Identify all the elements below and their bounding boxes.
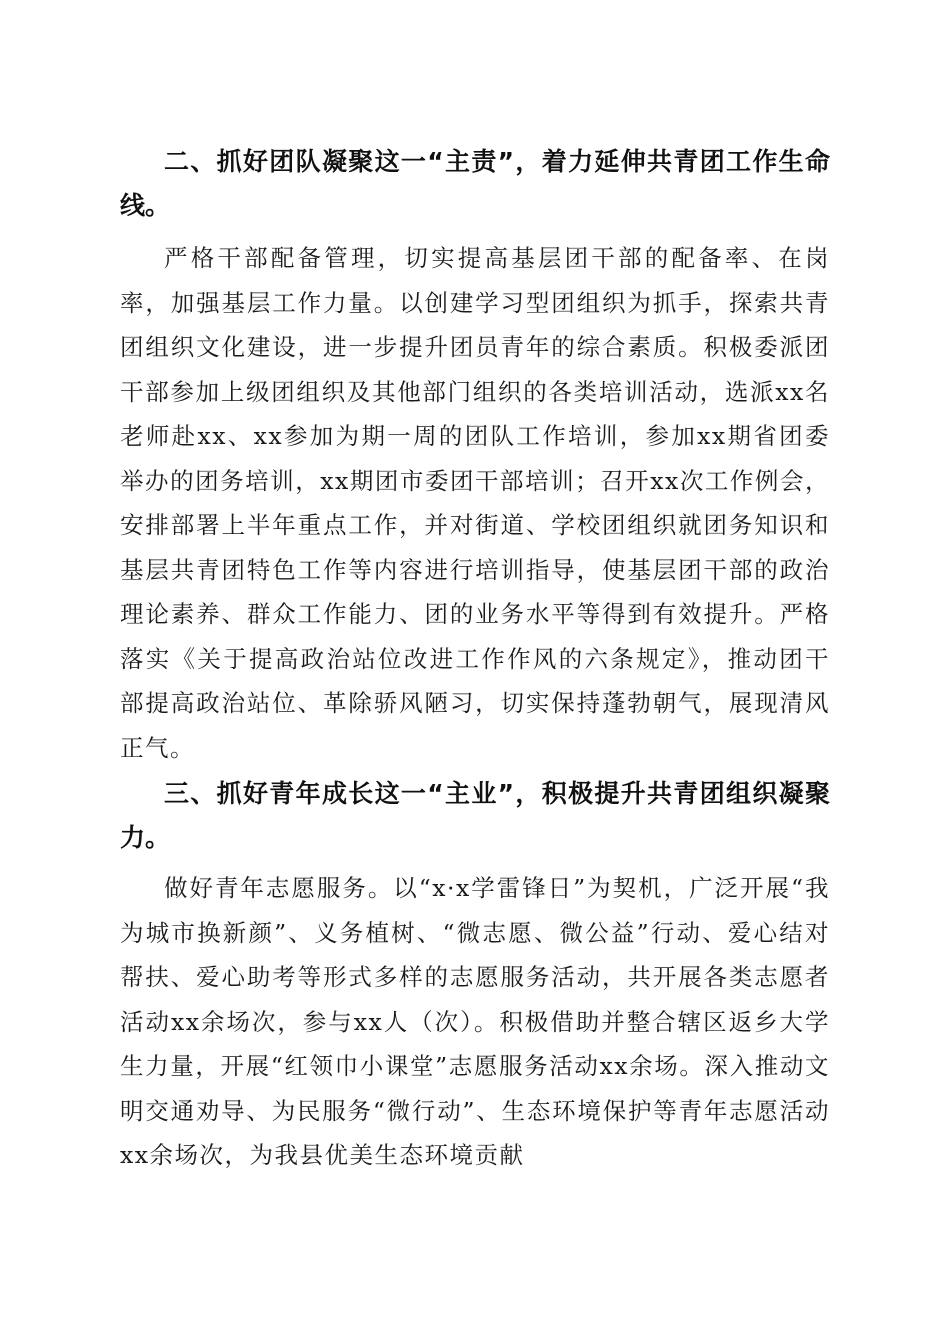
document-body bbox=[120, 140, 830, 1178]
section-3-paragraph: 做好青年志愿服务。以“x·x学雷锋日”为契机，广泛开展“我为城市换新颜”、义务植树、“微志愿、微公益”行动、爱心结对帮扶、爱心助考等形式多样的志愿服务活动，共开展各类志愿者活动xx余场次，参与xx人（次）。积极借助并整合辖区返乡大学生力量，开展“红领巾小课堂”志愿服务活动xx余场。深入推动文明交通劝导、为民服务“微行动”、生态环境保护等青年志愿活动xx余场次，为我县优美生态环境贡献 bbox=[120, 874, 830, 1169]
section-2-paragraph: 严格干部配备管理，切实提高基层团干部的配备率、在岗率，加强基层工作力量。以创建学习型团组织为抓手，探索共青团组织文化建设，进一步提升团员青年的综合素质。积极委派团干部参加上级团组织及其他部门组织的各类培训活动，选派xx名老师赴xx、xx参加为期一周的团队工作培训，参加xx期省团委举办的团务培训，xx期团市委团干部培训；召开xx次工作例会，安排部署上半年重点工作，并对街道、学校团组织就团务知识和基层共青团特色工作等内容进行培训指导，使基层团干部的政治理论素养、群众工作能力、团的业务水平等得到有效提升。严格落实《关于提高政治站位改进工作作风的六条规定》，推动团干部提高政治站位、革除骄风陋习，切实保持蓬勃朝气，展现清风正气。 bbox=[120, 244, 830, 762]
section-2-heading: 二、抓好团队凝聚这一“主责”，着力延伸共青团工作生命线。 bbox=[120, 147, 830, 220]
section-3-heading: 三、抓好青年成长这一“主业”，积极提升共青团组织凝聚力。 bbox=[120, 779, 830, 852]
